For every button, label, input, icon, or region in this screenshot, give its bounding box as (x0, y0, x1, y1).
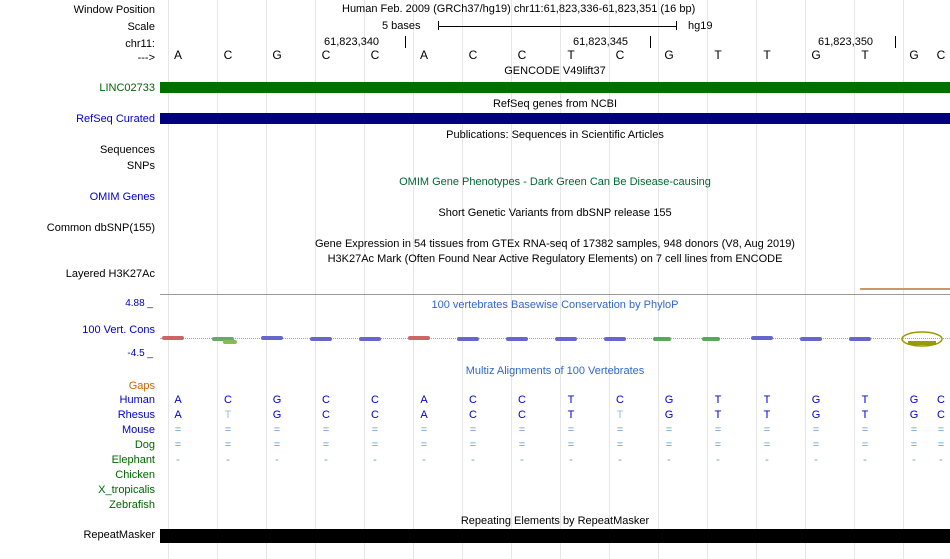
conservation-mark (310, 337, 332, 341)
maf-base: = (420, 424, 428, 436)
maf-base: C (371, 394, 379, 406)
label-species-human[interactable]: Human (119, 394, 155, 406)
label-strand-arrow: ---> (137, 52, 155, 64)
scale-bar (438, 26, 676, 27)
maf-base: T (861, 409, 869, 421)
label-species-dog[interactable]: Dog (134, 439, 155, 451)
conservation-mark (653, 337, 671, 341)
conservation-mark (408, 336, 430, 340)
scale-bar-left-cap (438, 21, 439, 30)
label-track-omim[interactable]: OMIM Genes (89, 191, 155, 203)
scale-assembly-label: hg19 (688, 20, 713, 32)
maf-base: = (714, 424, 722, 436)
track-title-conservation[interactable]: 100 vertebrates Basewise Conservation by PhyloP (431, 299, 679, 311)
maf-base: A (174, 394, 182, 406)
maf-base: T (616, 409, 624, 421)
maf-base: = (616, 439, 624, 451)
maf-base: C (224, 394, 232, 406)
track-title-refseq[interactable]: RefSeq genes from NCBI (492, 98, 618, 110)
conservation-mark (359, 337, 381, 341)
label-species-chicken[interactable]: Chicken (115, 469, 155, 481)
maf-base: G (664, 409, 674, 421)
maf-base: - (765, 454, 769, 466)
maf-base: = (371, 439, 379, 451)
track-title-gtex[interactable]: Gene Expression in 54 tissues from GTEx RNA-seq of 17382 samples, 948 donors (V8, Aug 2019) (315, 238, 795, 250)
base-letter: G (664, 48, 674, 62)
maf-base: = (714, 439, 722, 451)
maf-base: C (322, 394, 330, 406)
maf-base: = (910, 424, 918, 436)
maf-base: G (811, 409, 821, 421)
base-letter: T (714, 48, 722, 62)
maf-base: = (910, 439, 918, 451)
maf-base: = (518, 424, 526, 436)
maf-base: T (714, 394, 722, 406)
maf-base: G (272, 409, 282, 421)
maf-base: T (861, 394, 869, 406)
maf-base: = (322, 439, 330, 451)
base-letter: G (909, 48, 919, 62)
maf-base: - (176, 454, 180, 466)
maf-base: G (664, 394, 674, 406)
track-title-repeatmasker[interactable]: Repeating Elements by RepeatMasker (460, 515, 650, 527)
maf-base: - (618, 454, 622, 466)
base-letter: C (936, 48, 946, 62)
maf-base: = (616, 424, 624, 436)
maf-base: C (469, 409, 477, 421)
repeat-bar[interactable] (160, 529, 950, 543)
conservation-mark (457, 337, 479, 341)
maf-base: T (763, 394, 771, 406)
maf-base: T (763, 409, 771, 421)
label-chrom: chr11: (125, 38, 155, 50)
base-letter: C (223, 48, 233, 62)
maf-base: - (667, 454, 671, 466)
maf-base: A (174, 409, 182, 421)
maf-base: T (224, 409, 232, 421)
maf-base: C (371, 409, 379, 421)
maf-base: = (273, 439, 281, 451)
maf-base: = (812, 439, 820, 451)
track-title-dbsnp[interactable]: Short Genetic Variants from dbSNP release 155 (438, 207, 672, 219)
maf-base: - (471, 454, 475, 466)
conservation-mark (604, 337, 626, 341)
base-letter: T (763, 48, 771, 62)
base-letter: C (370, 48, 380, 62)
conservation-min-label: -4.5 _ (127, 348, 153, 359)
maf-base: A (420, 394, 428, 406)
label-species-xtropicalis[interactable]: X_tropicalis (98, 484, 155, 496)
conservation-mark (555, 337, 577, 341)
maf-base: G (909, 409, 919, 421)
maf-base: = (567, 424, 575, 436)
maf-base: - (422, 454, 426, 466)
label-species-mouse[interactable]: Mouse (121, 424, 155, 436)
label-species-zebrafish[interactable]: Zebrafish (109, 499, 155, 511)
track-title-multiz[interactable]: Multiz Alignments of 100 Vertebrates (465, 365, 645, 377)
conservation-mark (162, 336, 184, 340)
maf-base: = (469, 424, 477, 436)
track-canvas[interactable] (160, 0, 950, 559)
label-track-h3k27ac[interactable]: Layered H3K27Ac (65, 268, 155, 280)
base-letter: C (321, 48, 331, 62)
maf-base: T (567, 409, 575, 421)
scale-value: 5 bases (382, 20, 421, 32)
maf-base: = (224, 424, 232, 436)
base-letter: C (615, 48, 625, 62)
maf-base: = (273, 424, 281, 436)
maf-base: G (909, 394, 919, 406)
maf-base: - (373, 454, 377, 466)
base-letter: T (567, 48, 575, 62)
maf-base: T (567, 394, 575, 406)
maf-base: - (912, 454, 916, 466)
maf-base: = (567, 439, 575, 451)
label-scale: Scale (127, 21, 155, 33)
label-track-refseq[interactable]: RefSeq Curated (76, 113, 155, 125)
maf-base: = (937, 424, 945, 436)
ruler-coord-1: 61,823,340 (324, 36, 380, 48)
maf-base: = (861, 424, 869, 436)
conservation-max-label: 4.88 _ (125, 298, 153, 309)
base-letter: T (861, 48, 869, 62)
conservation-mark (223, 340, 237, 344)
maf-base: C (937, 409, 945, 421)
ruler-tick (895, 36, 896, 48)
label-gaps: Gaps (128, 380, 155, 392)
ruler-coord-2: 61,823,345 (573, 36, 629, 48)
ruler-coord-3: 61,823,350 (818, 36, 874, 48)
label-track-snps[interactable]: SNPs (126, 160, 155, 172)
maf-base: = (469, 439, 477, 451)
base-letter: G (811, 48, 821, 62)
conservation-mark (751, 336, 773, 340)
label-track-linc02733[interactable]: LINC02733 (99, 82, 155, 94)
conservation-mark (849, 337, 871, 341)
base-letter: C (468, 48, 478, 62)
base-letter: C (517, 48, 527, 62)
gene-bar-linc02733[interactable] (160, 82, 950, 93)
label-track-conservation[interactable]: 100 Vert. Cons (82, 324, 155, 336)
maf-base: - (814, 454, 818, 466)
maf-base: = (763, 439, 771, 451)
maf-base: A (420, 409, 428, 421)
ruler-tick (650, 36, 651, 48)
conservation-negative-glyph (900, 330, 944, 348)
maf-base: - (716, 454, 720, 466)
h3k27ac-signal (860, 288, 950, 290)
track-title-gencode[interactable]: GENCODE V49lift37 (504, 65, 606, 77)
maf-base: = (812, 424, 820, 436)
maf-base: C (518, 409, 526, 421)
maf-base: = (174, 439, 182, 451)
base-letter: A (173, 48, 182, 62)
maf-base: = (174, 424, 182, 436)
label-window-position: Window Position (73, 4, 155, 16)
conservation-mark (506, 337, 528, 341)
maf-base: C (616, 394, 624, 406)
label-species-rhesus[interactable]: Rhesus (117, 409, 155, 421)
maf-base: - (939, 454, 943, 466)
maf-base: = (518, 439, 526, 451)
maf-base: - (226, 454, 230, 466)
maf-base: - (324, 454, 328, 466)
maf-base: T (714, 409, 722, 421)
assembly-position-text: Human Feb. 2009 (GRCh37/hg19) chr11:61,823,336-61,823,351 (16 bp) (342, 3, 696, 15)
label-track-repeatmasker[interactable]: RepeatMasker (83, 529, 155, 541)
maf-base: G (272, 394, 282, 406)
maf-base: C (322, 409, 330, 421)
maf-base: = (937, 439, 945, 451)
maf-base: - (569, 454, 573, 466)
label-track-dbsnp[interactable]: Common dbSNP(155) (46, 222, 155, 234)
conservation-mark (800, 337, 822, 341)
maf-base: C (469, 394, 477, 406)
maf-base: = (665, 439, 673, 451)
track-separator (160, 294, 950, 295)
maf-base: = (763, 424, 771, 436)
conservation-mark (702, 337, 720, 341)
maf-base: - (520, 454, 524, 466)
maf-base: - (275, 454, 279, 466)
track-title-omim[interactable]: OMIM Gene Phenotypes - Dark Green Can Be Disease-causing (399, 176, 711, 188)
maf-base: C (937, 394, 945, 406)
maf-base: - (863, 454, 867, 466)
maf-base: = (371, 424, 379, 436)
conservation-mark (261, 336, 283, 340)
maf-base: C (518, 394, 526, 406)
track-title-h3k27ac[interactable]: H3K27Ac Mark (Often Found Near Active Regulatory Elements) on 7 cell lines from ENCODE (327, 253, 783, 265)
maf-base: G (811, 394, 821, 406)
maf-base: = (861, 439, 869, 451)
base-letter: A (419, 48, 428, 62)
maf-base: = (224, 439, 232, 451)
ruler-tick (405, 36, 406, 48)
maf-base: = (322, 424, 330, 436)
label-track-sequences[interactable]: Sequences (99, 144, 155, 156)
base-letter: G (272, 48, 282, 62)
maf-base: = (665, 424, 673, 436)
scale-bar-right-cap (676, 21, 677, 30)
maf-base: = (420, 439, 428, 451)
track-title-publications[interactable]: Publications: Sequences in Scientific Articles (446, 129, 664, 141)
label-species-elephant[interactable]: Elephant (111, 454, 155, 466)
gene-bar-refseq[interactable] (160, 113, 950, 124)
